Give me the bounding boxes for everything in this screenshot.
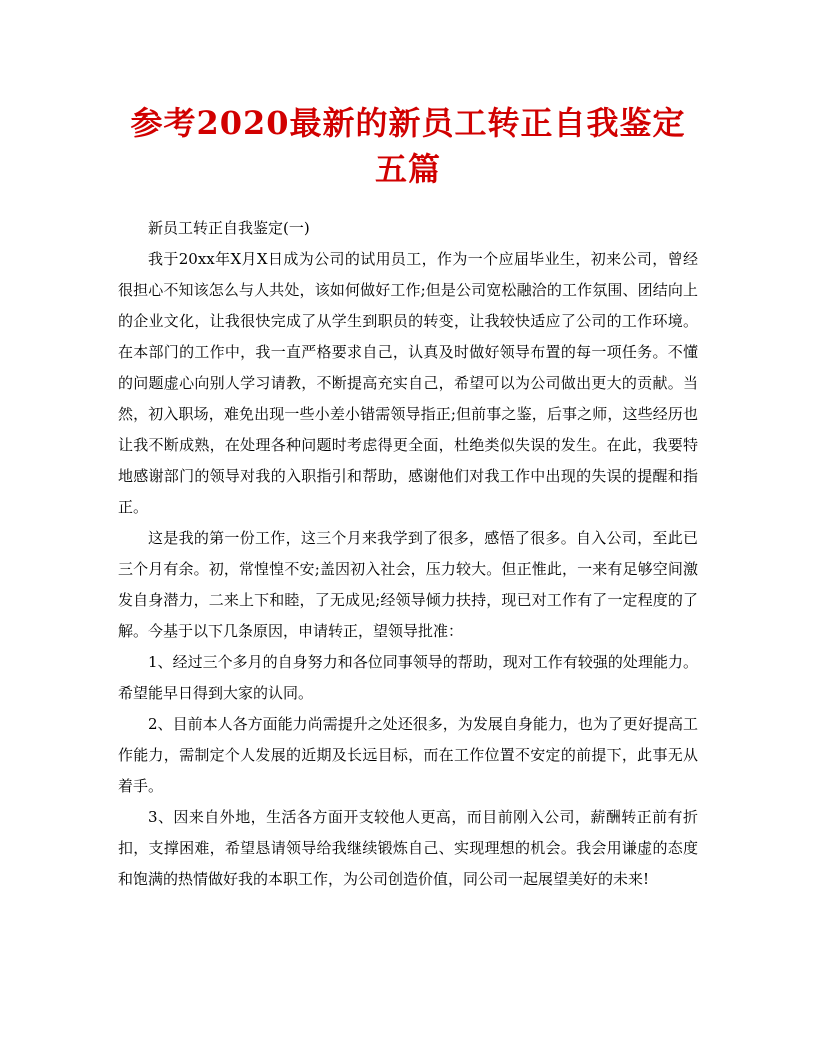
paragraph: 这是我的第一份工作，这三个月来我学到了很多，感悟了很多。自入公司，至此已三个月有余。初，常惶惶不安;盖因初入社会，压力较大。但正惟此，一来有足够空间激发自身潜力，二来上下和睦，了无成见;经领导倾力扶持，现已对工作有了一定程度的了解。今基于以下几条原因，申请转正，望领导批准： — [118, 529, 698, 640]
paragraph: 2、目前本人各方面能力尚需提升之处还很多，为发展自身能力，也为了更好提高工作能力，需制定个人发展的近期及长远目标，而在工作位置不安定的前提下，此事无从着手。 — [118, 715, 698, 795]
document-page — [118, 100, 698, 895]
paragraph: 我于20xx年X月X日成为公司的试用员工，作为一个应届毕业生，初来公司，曾经很担心不知该怎么与人共处，该如何做好工作;但是公司宽松融洽的工作氛围、团结向上的企业文化，让我很快完成了从学生到职员的转变，让我较快适应了公司的工作环境。在本部门的工作中，我一直严格要求自己，认真及时做好领导布置的每一项任务。不懂的问题虚心向别人学习请教，不断提高充实自己，希望可以为公司做出更大的贡献。当然，初入职场，难免出现一些小差小错需领导指正;但前事之鉴，后事之师，这些经历也让我不断成熟，在处理各种问题时考虑得更全面，杜绝类似失误的发生。在此，我要特地感谢部门的领导对我的入职指引和帮助，感谢他们对我工作中出现的失误的提醒和指正。 — [118, 250, 698, 516]
paragraph: 3、因来自外地，生活各方面开支较他人更高，而目前刚入公司，薪酬转正前有折扣，支撑困难，希望恳请领导给我继续锻炼自己、实现理想的机会。我会用谦虚的态度和饱满的热情做好我的本职工作，为公司创造价值，同公司一起展望美好的未来! — [118, 808, 698, 888]
section-heading: 新员工转正自我鉴定(一) — [148, 219, 310, 237]
document-title: 参考2020最新的新员工转正自我鉴定五篇 — [130, 104, 686, 188]
paragraph: 1、经过三个多月的自身努力和各位同事领导的帮助，现对工作有较强的处理能力。希望能早日得到大家的认同。 — [118, 653, 698, 702]
document-body — [118, 212, 698, 895]
